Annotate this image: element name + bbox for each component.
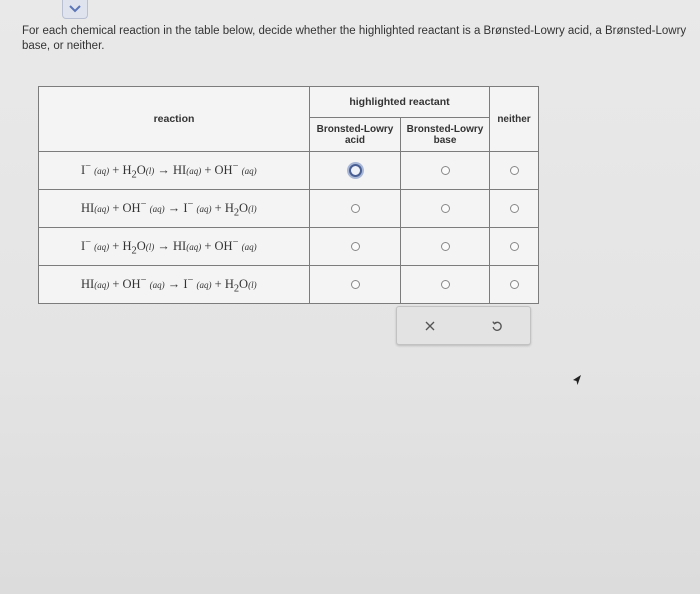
reaction-equation: HI(aq) + OH− (aq) → I− $(aq) + H_2O(l)$ (39, 190, 310, 228)
arrow-icon: → (157, 238, 170, 253)
neither-radio[interactable] (510, 280, 519, 289)
highlighted-reactant-header: highlighted reactant (310, 87, 490, 118)
table-row (39, 266, 539, 304)
x-icon (425, 321, 435, 331)
table-row (39, 228, 539, 266)
mouse-pointer-icon (571, 374, 583, 388)
collapse-toggle[interactable] (62, 0, 88, 19)
reaction-equation: I− $(aq) + H_2O(l) \to HI(aq) + OH^-$ (aq) (39, 152, 310, 190)
neither-header: neither (490, 87, 539, 152)
reaction-header: reaction (39, 87, 310, 152)
base-radio[interactable] (441, 242, 450, 251)
undo-icon (491, 320, 503, 332)
answer-action-bar (396, 306, 531, 345)
acid-radio[interactable] (351, 280, 360, 289)
base-radio[interactable] (441, 204, 450, 213)
neither-radio[interactable] (510, 166, 519, 175)
base-radio[interactable] (441, 280, 450, 289)
reaction-table (38, 86, 539, 304)
question-prompt: For each chemical reaction in the table below, decide whether the highlighted reactant is a Brønsted-Lowry acid, a Brønsted-Lowry base, or neither. (22, 25, 687, 52)
acid-header: Bronsted-Lowry acid (310, 118, 401, 152)
arrow-icon: → (167, 200, 181, 215)
undo-button[interactable] (477, 311, 517, 341)
base-header: Bronsted-Lowry base (401, 118, 490, 152)
reaction-equation: I− $(aq) + H_2O(l) \to HI(aq) + OH^-$ (aq) (39, 228, 310, 266)
chevron-down-icon (69, 5, 81, 13)
arrow-icon: → (167, 276, 181, 291)
acid-radio[interactable] (351, 242, 360, 251)
clear-button[interactable] (410, 311, 450, 341)
acid-radio[interactable] (351, 204, 360, 213)
reaction-equation: HI(aq) + OH− (aq) → I− $(aq) + H_2O(l)$ (39, 266, 310, 304)
table-row (39, 152, 539, 190)
neither-radio[interactable] (510, 204, 519, 213)
base-radio[interactable] (441, 166, 450, 175)
acid-radio[interactable] (349, 164, 362, 177)
neither-radio[interactable] (510, 242, 519, 251)
table-row (39, 190, 539, 228)
arrow-icon: → (157, 162, 170, 177)
